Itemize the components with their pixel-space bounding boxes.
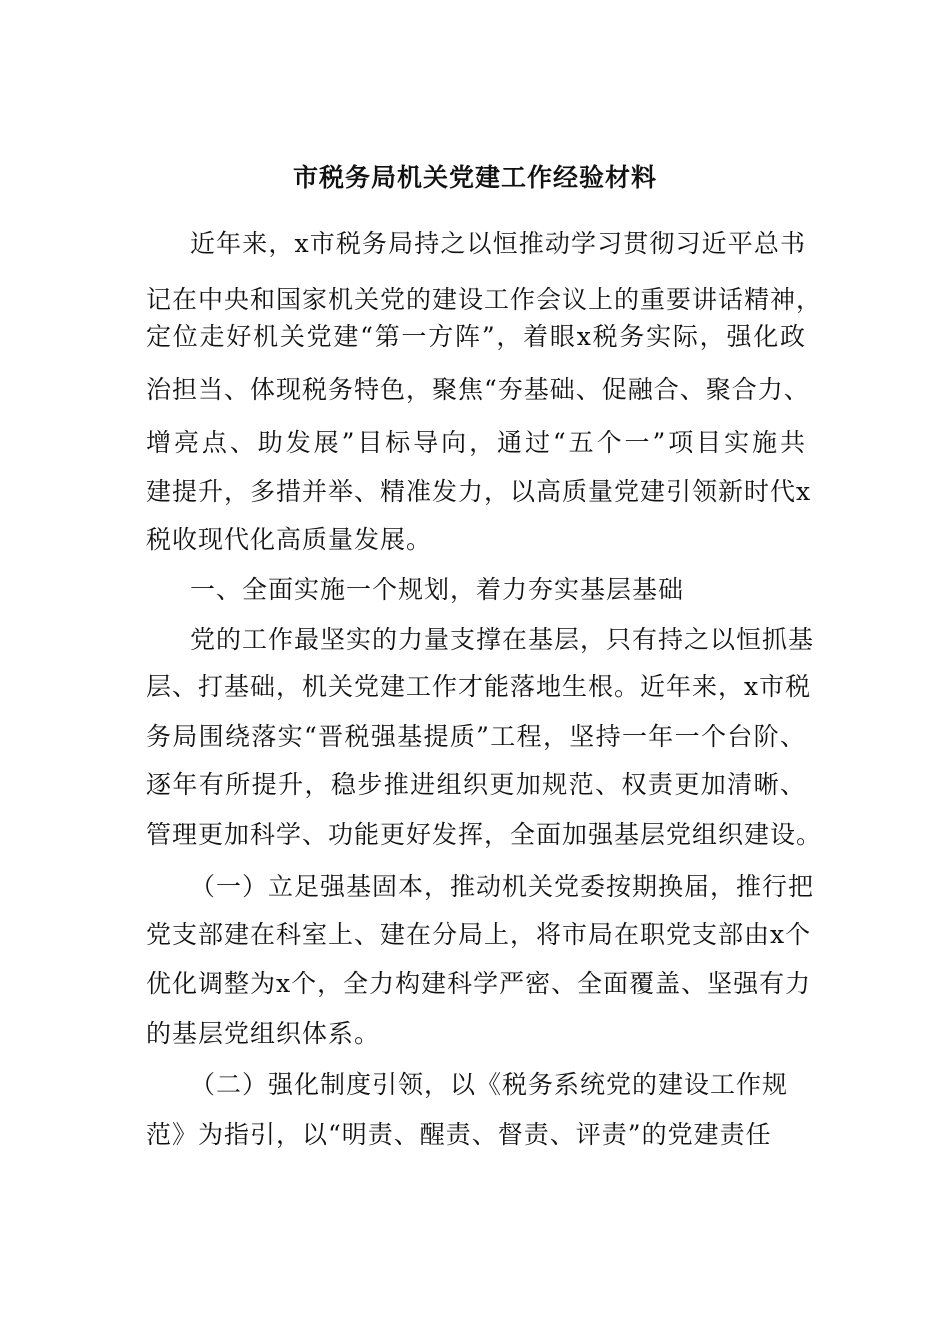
paragraph-line: 逐年有所提升，稳步推进组织更加规范、权责更加清晰、	[146, 770, 806, 799]
document-title: 市税务局机关党建工作经验材料	[292, 163, 657, 192]
paragraph-line: 记在中央和国家机关党的建设工作会议上的重要讲话精神，	[146, 285, 823, 314]
paragraph-line: 建提升，多措并举、精准发力，以高质量党建引领新时代x	[146, 477, 812, 506]
paragraph-line: 管理更加科学、功能更好发挥，全面加强基层党组织建设。	[146, 820, 823, 849]
paragraph-line: 务局围绕落实“晋税强基提质”工程，坚持一年一个台阶、	[146, 722, 806, 751]
paragraph-line: 税收现代化高质量发展。	[146, 525, 433, 554]
paragraph-line: 范》为指引，以“明责、醒责、督责、评责”的党建责任	[146, 1120, 772, 1149]
paragraph-line: 党的工作最坚实的力量支撑在基层，只有持之以恒抓基	[190, 625, 815, 654]
paragraph-line: 定位走好机关党建“第一方阵”，着眼x税务实际，强化政	[146, 322, 806, 351]
paragraph-line: （二）强化制度引领，以《税务系统党的建设工作规	[190, 1070, 789, 1099]
paragraph-line: 层、打基础，机关党建工作才能落地生根。近年来，x市税	[146, 672, 812, 701]
paragraph-line: （一）立足强基固本，推动机关党委按期换届，推行把	[190, 872, 815, 901]
paragraph-line: 治担当、体现税务特色，聚焦“夯基础、促融合、聚合力、	[146, 375, 810, 404]
paragraph-line: 近年来，x市税务局持之以恒推动学习贯彻习近平总书	[190, 229, 806, 258]
paragraph-line: 优化调整为x个，全力构建科学严密、全面覆盖、坚强有力	[146, 969, 812, 998]
paragraph-line: 的基层党组织体系。	[146, 1019, 381, 1048]
paragraph-line: 增亮点、助发展”目标导向，通过“五个一”项目实施共	[146, 428, 806, 457]
paragraph-line: 党支部建在科室上、建在分局上，将市局在职党支部由x个	[146, 920, 812, 949]
section-heading: 一、全面实施一个规划，着力夯实基层基础	[190, 575, 685, 604]
